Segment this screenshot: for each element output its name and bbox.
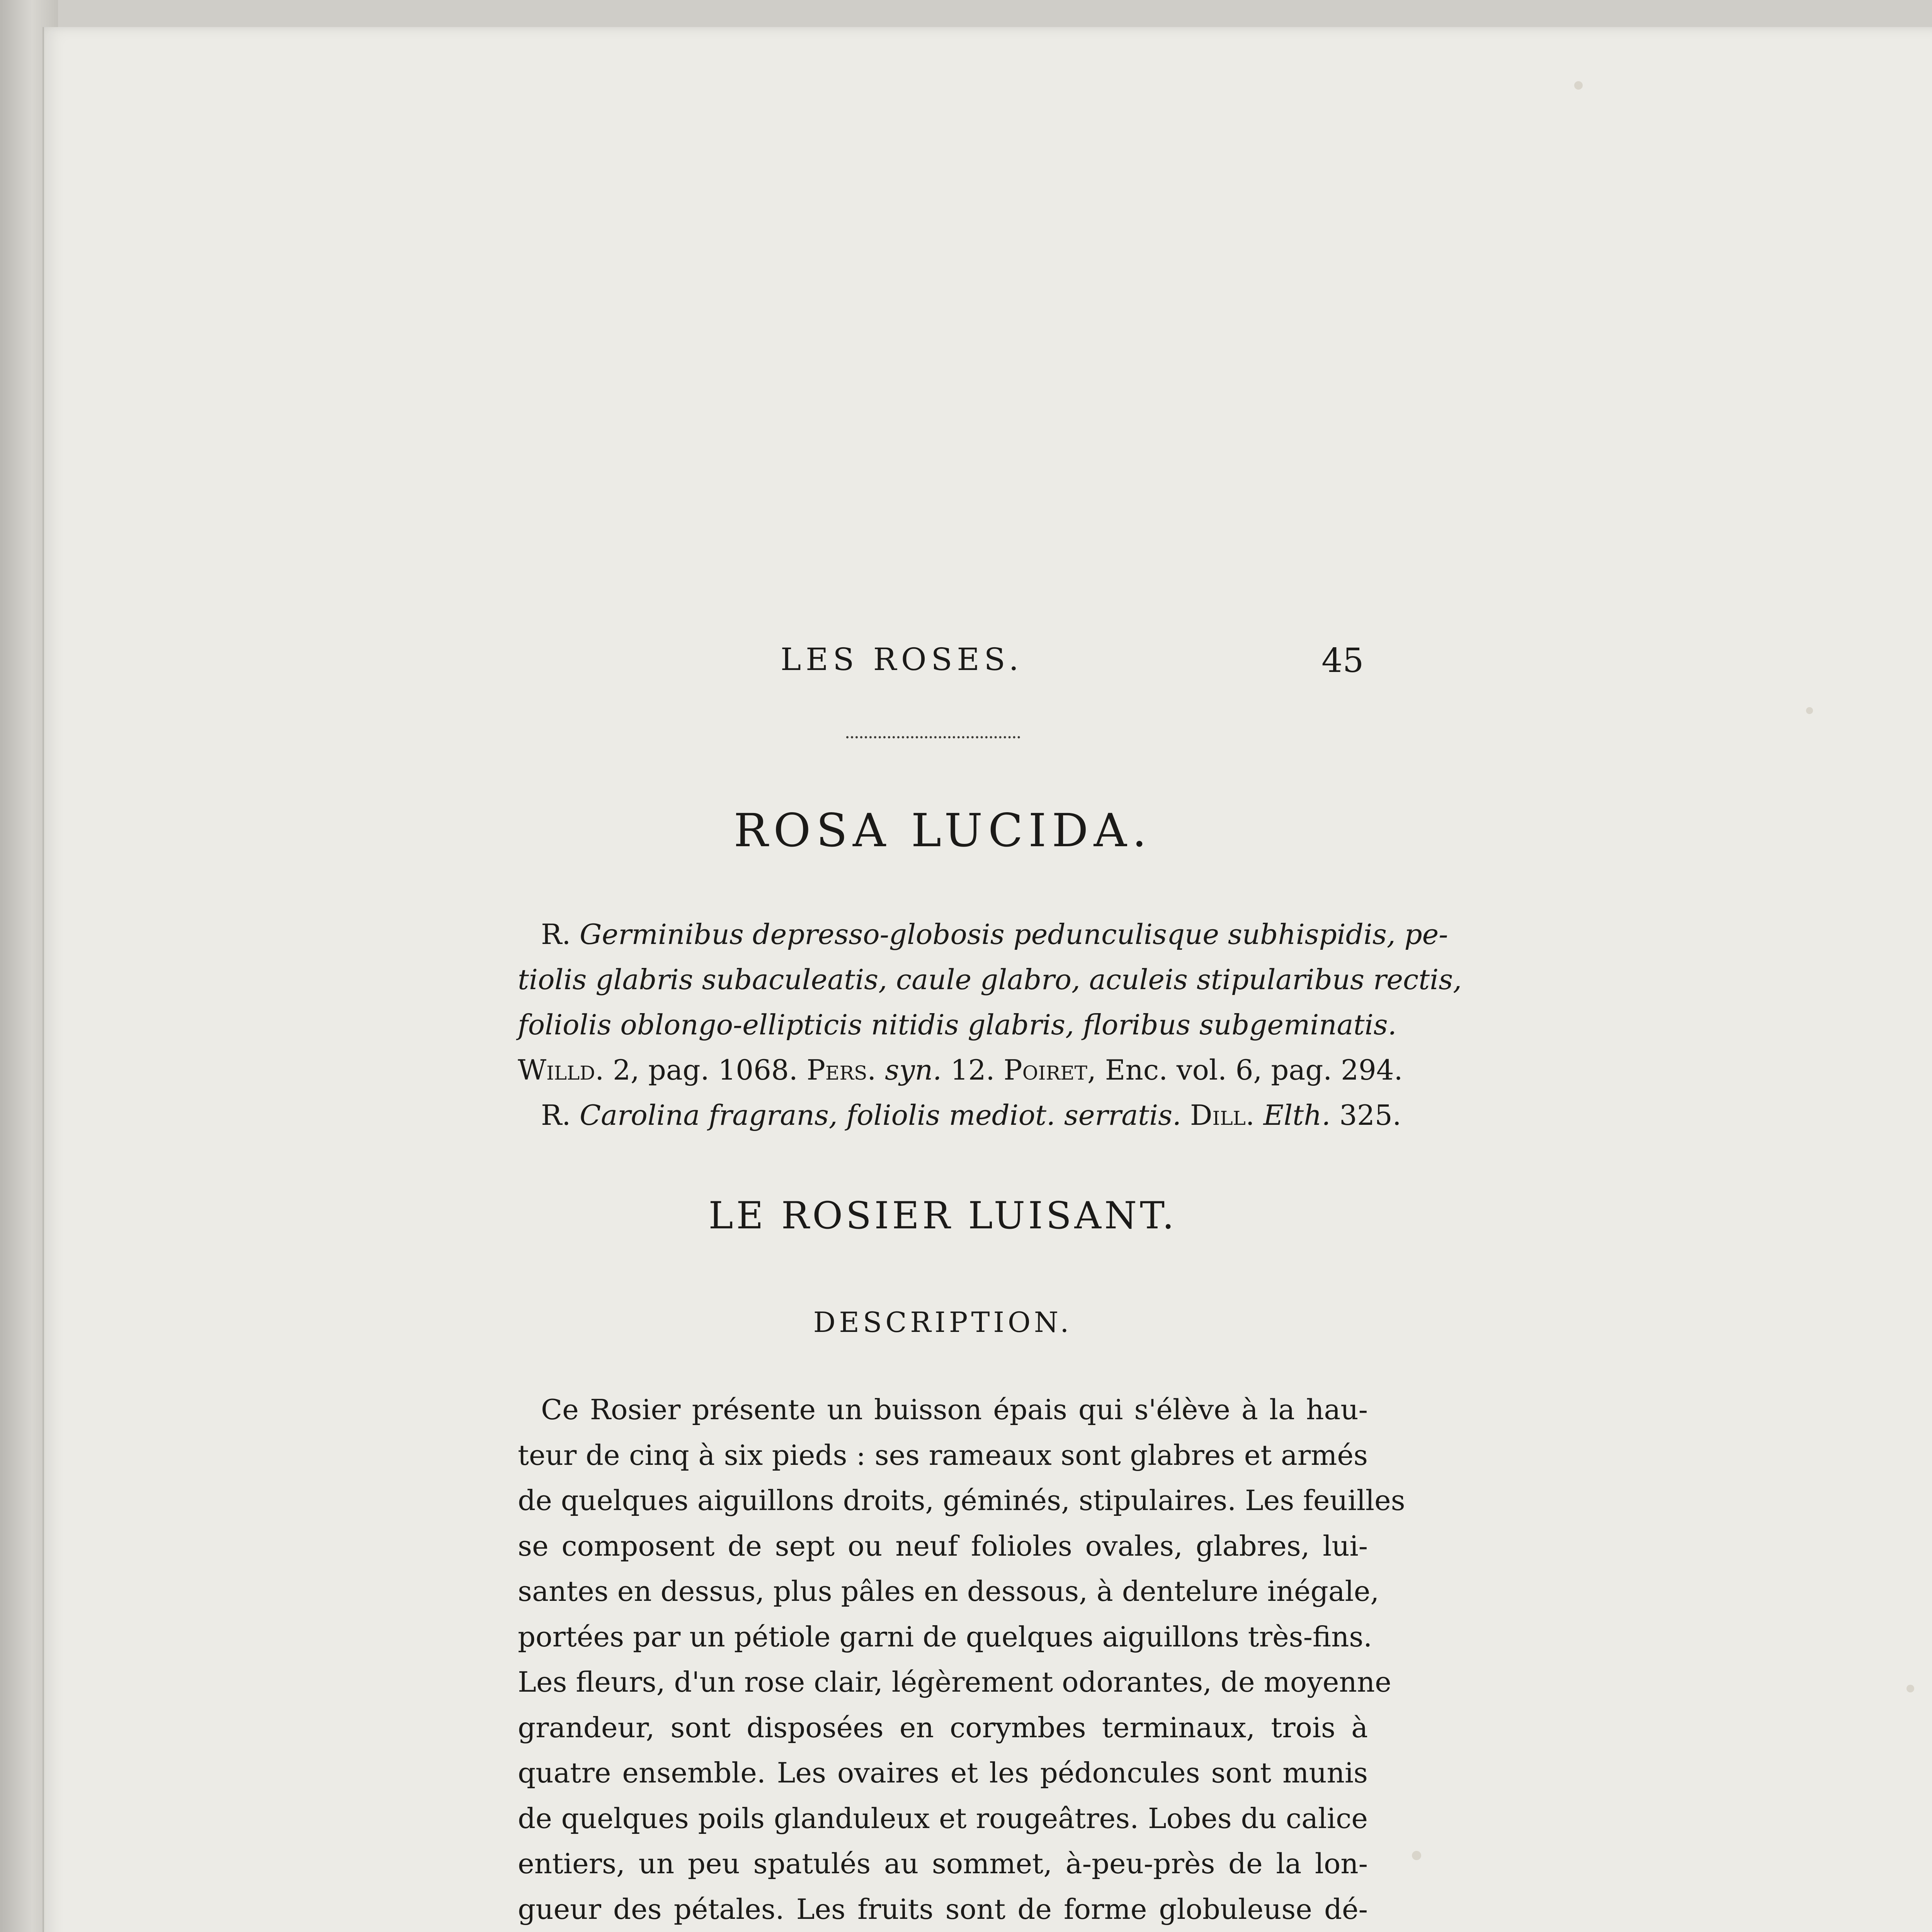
diagnosis-line [518, 912, 1448, 957]
diagnosis-line [518, 1048, 1403, 1093]
diagnosis-text: Germinibus depresso-globosis pedunculisque subhispidis, pe- [580, 918, 1448, 951]
foxing-spot [1574, 81, 1583, 90]
citation-text: , Enc. vol. 6, pag. 294. [1087, 1054, 1403, 1086]
author-citation: Poiret [1003, 1054, 1087, 1086]
foxing-spot [1412, 1851, 1421, 1860]
description-line: Ce Rosier présente un buisson épais qui s'élève à la hau- [541, 1393, 1368, 1426]
description-line: entiers, un peu spatulés au sommet, à-peu-près de la lon- [518, 1847, 1368, 1880]
description-heading: DESCRIPTION. [813, 1306, 1073, 1338]
running-title: LES ROSES. [781, 641, 1024, 677]
author-citation: Willd. [518, 1054, 604, 1086]
description-line: portées par un pétiole garni de quelques aiguillons très-fins. [518, 1620, 1372, 1653]
citation-text: 325. [1330, 1099, 1401, 1131]
description-line: grandeur, sont disposées en corymbes terminaux, trois à [518, 1711, 1368, 1744]
author-citation: Dill. [1190, 1099, 1255, 1131]
diagnosis-line: foliolis oblongo-ellipticis nitidis glabris, floribus subgeminatis. [518, 1009, 1397, 1041]
common-name-heading: LE ROSIER LUISANT. [708, 1194, 1177, 1237]
synonym-text: Carolina fragrans, foliolis mediot. serratis. [580, 1099, 1181, 1131]
foxing-spot [1906, 1685, 1914, 1692]
foxing-spot [1806, 707, 1813, 714]
citation-text: 12. [942, 1054, 1004, 1086]
description-body [518, 1387, 1405, 1932]
description-line: Les fleurs, d'un rose clair, légèrement odorantes, de moyenne [518, 1666, 1391, 1698]
description-line: teur de cinq à six pieds : ses rameaux sont glabres et armés [518, 1439, 1368, 1471]
genus-abbrev: R. [541, 1099, 571, 1131]
diagnosis-line: tiolis glabris subaculeatis, caule glabro, aculeis stipularibus rectis, [518, 963, 1462, 996]
description-line: se composent de sept ou neuf folioles ovales, glabres, lui- [518, 1529, 1368, 1562]
page-number: 45 [1321, 641, 1364, 680]
citation-text: syn. [885, 1054, 942, 1086]
description-line: de quelques poils glanduleux et rougeâtres. Lobes du calice [518, 1802, 1368, 1835]
citation-text: Elth. [1263, 1099, 1331, 1131]
species-title: ROSA LUCIDA. [733, 804, 1152, 857]
genus-abbrev: R. [541, 918, 571, 951]
author-citation: Pers. [806, 1054, 876, 1086]
description-line: de quelques aiguillons droits, géminés, stipulaires. Les feuilles [518, 1484, 1405, 1517]
latin-diagnosis [518, 912, 1462, 1138]
description-line: gueur des pétales. Les fruits sont de forme globuleuse dé- [518, 1893, 1368, 1925]
description-line: santes en dessus, plus pâles en dessous, à dentelure inégale, [518, 1575, 1379, 1607]
diagnosis-line [518, 1093, 1401, 1138]
citation-text: 2, pag. 1068. [604, 1054, 807, 1086]
description-line: quatre ensemble. Les ovaires et les pédoncules sont munis [518, 1757, 1368, 1789]
ornamental-rule [846, 736, 1020, 738]
